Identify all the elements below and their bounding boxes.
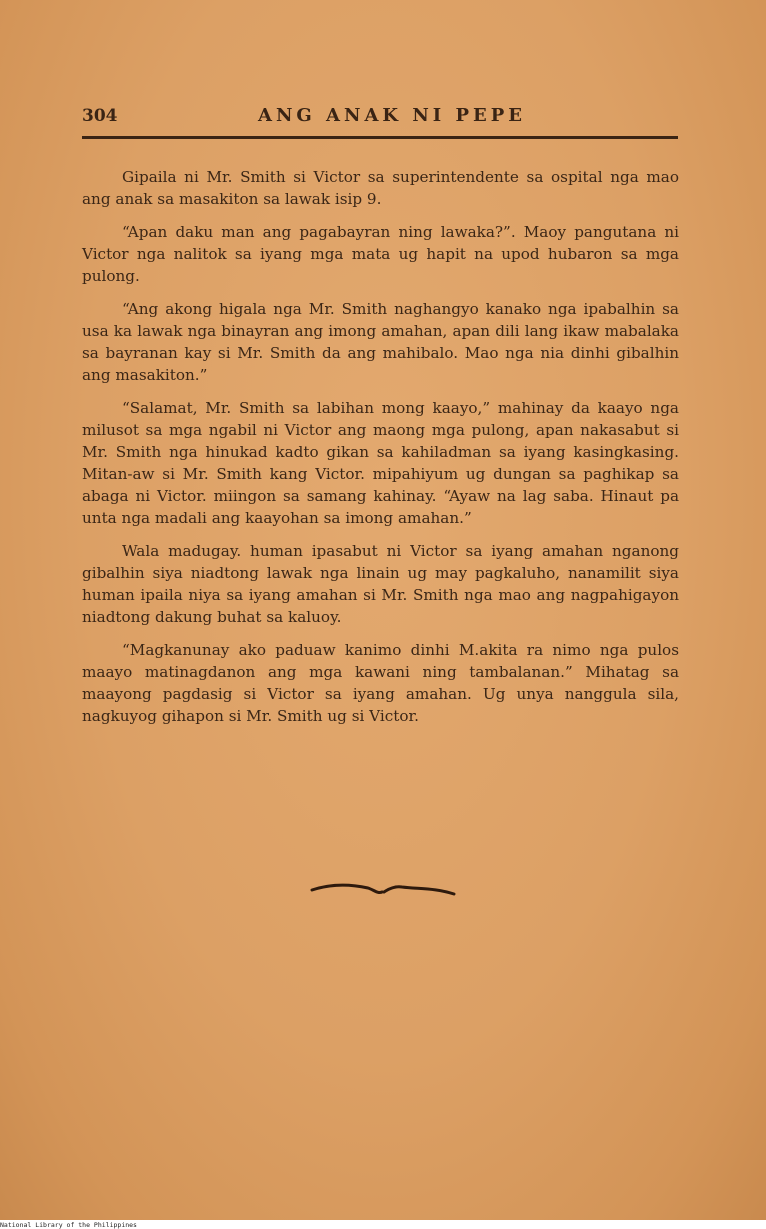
body-text <box>82 166 679 738</box>
tailpiece-ornament-icon <box>310 880 456 900</box>
page-header <box>82 104 678 134</box>
paragraph: Gipaila ni Mr. Smith si Victor sa superintendente sa ospital nga mao ang anak sa masakiton sa lawak isip 9. <box>82 168 679 208</box>
paragraph: “Salamat, Mr. Smith sa labihan mong kaayo,” mahinay da kaayo nga milusot sa mga ngabil ni Victor ang maong mga pulong, apan nakasabut si Mr. Smith nga hinukad kadto gikan sa kahiladman sa iyang kasingkasing. Mitan-aw si Mr. Smith kang Victor. mipahiyum ug dungan sa paghikap sa abaga ni Victor. miingon sa samang kahinay. “Ayaw na lag saba. Hinaut pa unta nga madali ang kaayohan sa imong amahan.” <box>82 399 679 527</box>
header-rule <box>82 136 678 139</box>
paragraph: “Magkanunay ako paduaw kanimo dinhi M.akita ra nimo nga pulos maayo matinagdanon ang mga kawani ning tambalanan.” Mihatag sa maayong pagdasig si Victor sa iyang amahan. Ug unya nanggula sila, nagkuyog gihapon si Mr. Smith ug si Victor. <box>82 641 679 725</box>
paragraph: Wala madugay. human ipasabut ni Victor sa iyang amahan nganong gibalhin siya niadtong lawak nga linain ug may pagkaluho, nanamilit siya human ipaila niya sa iyang amahan si Mr. Smith nga mao ang nagpahigayon niadtong dakung buhat sa kaluoy. <box>82 542 679 626</box>
running-title: ANG ANAK NI PEPE <box>257 105 526 126</box>
library-credit: National Library of the Philippines <box>0 1221 137 1229</box>
paragraph: “Apan daku man ang pagabayran ning lawaka?”. Maoy pangutana ni Victor nga nalitok sa iyang mga mata ug hapit na upod hubaron sa mga pulong. <box>82 223 679 285</box>
page-number: 304 <box>82 106 118 126</box>
paragraph: “Ang akong higala nga Mr. Smith naghangyo kanako nga ipabalhin sa usa ka lawak nga binayran ang imong amahan, apan dili lang ikaw mabalaka sa bayranan kay si Mr. Smith da ang mahibalo. Mao nga nia dinhi gibalhin ang masakiton.” <box>82 300 679 384</box>
